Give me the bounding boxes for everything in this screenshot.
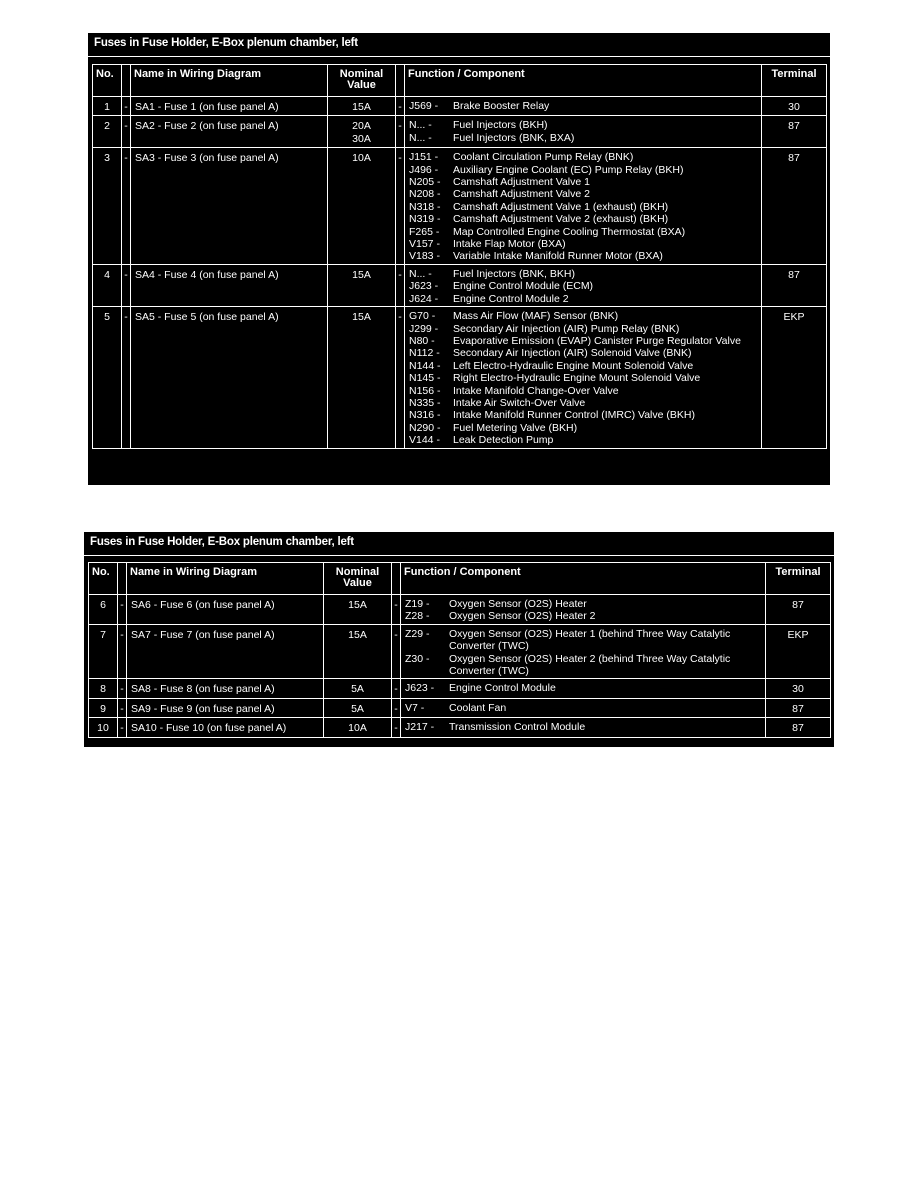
function-component bbox=[401, 595, 766, 625]
component-description: Brake Booster Relay bbox=[453, 100, 550, 112]
wiring-diagram-name: SA8 - Fuse 8 (on fuse panel A) bbox=[127, 679, 324, 698]
component-code: V7 - bbox=[405, 701, 425, 714]
component-description: Secondary Air Injection (AIR) Solenoid Valve (BNK) bbox=[453, 347, 692, 360]
component-description: Fuel Injectors (BNK, BKH) bbox=[453, 267, 575, 280]
header-value: Nominal Value bbox=[328, 65, 396, 97]
fuse-number: 4 bbox=[93, 264, 122, 306]
component-line bbox=[409, 422, 759, 434]
component-line bbox=[409, 132, 759, 144]
nominal-value-line: 15A bbox=[348, 628, 367, 641]
row-dash: - bbox=[396, 307, 405, 448]
nominal-value-line: 10A bbox=[348, 722, 367, 735]
component-code: N... - bbox=[409, 131, 432, 144]
component-code: J299 - bbox=[409, 322, 439, 335]
wiring-diagram-name: SA10 - Fuse 10 (on fuse panel A) bbox=[127, 718, 324, 737]
component-code: Z29 - bbox=[405, 627, 430, 640]
nominal-value-line: 15A bbox=[352, 101, 371, 113]
component-line bbox=[409, 119, 759, 131]
component-line bbox=[409, 347, 759, 359]
header-no: No. bbox=[93, 65, 122, 97]
component-code: N80 - bbox=[409, 334, 435, 347]
component-code: N144 - bbox=[409, 359, 441, 372]
component-code: J623 - bbox=[405, 682, 435, 695]
table-title: Fuses in Fuse Holder, E-Box plenum chamber, left bbox=[90, 536, 354, 548]
row-dash: - bbox=[392, 595, 401, 625]
component-line bbox=[409, 323, 759, 335]
terminal: 87 bbox=[766, 595, 831, 625]
fuse-table bbox=[88, 562, 831, 738]
row-dash: - bbox=[392, 698, 401, 717]
component-line bbox=[409, 360, 759, 372]
wiring-diagram-name: SA9 - Fuse 9 (on fuse panel A) bbox=[127, 698, 324, 717]
component-code: N205 - bbox=[409, 176, 441, 189]
fuse-number: 1 bbox=[93, 97, 122, 116]
wiring-diagram-name: SA7 - Fuse 7 (on fuse panel A) bbox=[127, 624, 324, 679]
header-name: Name in Wiring Diagram bbox=[127, 563, 324, 595]
terminal: 87 bbox=[762, 148, 827, 265]
row-dash: - bbox=[122, 116, 131, 148]
row-dash: - bbox=[396, 264, 405, 306]
fuse-number: 6 bbox=[89, 595, 118, 625]
header-no: No. bbox=[89, 563, 118, 595]
component-line bbox=[409, 280, 759, 292]
component-line bbox=[405, 628, 763, 653]
nominal-value-line: 20A bbox=[352, 120, 371, 133]
fuse-row bbox=[93, 307, 827, 448]
component-line bbox=[409, 310, 759, 322]
component-description: Transmission Control Module bbox=[449, 721, 586, 734]
row-dash: - bbox=[122, 148, 131, 265]
header-spacer bbox=[396, 65, 405, 97]
row-dash: - bbox=[118, 595, 127, 625]
component-description: Variable Intake Manifold Runner Motor (BXA) bbox=[453, 250, 663, 263]
nominal-value-line: 15A bbox=[348, 599, 367, 611]
component-description: Oxygen Sensor (O2S) Heater bbox=[449, 598, 587, 610]
nominal-value bbox=[328, 307, 396, 448]
nominal-value bbox=[328, 148, 396, 265]
component-line bbox=[409, 188, 759, 200]
component-line bbox=[409, 164, 759, 176]
component-description: Right Electro-Hydraulic Engine Mount Solenoid Valve bbox=[453, 372, 701, 385]
fuse-table-body bbox=[89, 595, 831, 738]
component-description: Mass Air Flow (MAF) Sensor (BNK) bbox=[453, 310, 619, 323]
component-line bbox=[409, 372, 759, 384]
row-dash: - bbox=[392, 679, 401, 698]
fuse-number: 2 bbox=[93, 116, 122, 148]
component-code: G70 - bbox=[409, 310, 436, 323]
component-code: J217 - bbox=[405, 721, 435, 734]
component-code: N156 - bbox=[409, 384, 441, 397]
component-code: N145 - bbox=[409, 372, 441, 385]
function-component bbox=[405, 307, 762, 448]
fuse-row bbox=[89, 679, 831, 698]
terminal: 87 bbox=[766, 698, 831, 717]
component-code: V157 - bbox=[409, 238, 440, 251]
component-line bbox=[409, 335, 759, 347]
component-line bbox=[409, 151, 759, 163]
fuse-number: 10 bbox=[89, 718, 118, 737]
row-dash: - bbox=[122, 97, 131, 116]
fuse-number: 7 bbox=[89, 624, 118, 679]
wiring-diagram-name: SA6 - Fuse 6 (on fuse panel A) bbox=[127, 595, 324, 625]
nominal-value bbox=[328, 97, 396, 116]
terminal: 87 bbox=[766, 718, 831, 737]
wiring-diagram-name: SA4 - Fuse 4 (on fuse panel A) bbox=[131, 264, 328, 306]
component-description: Auxiliary Engine Coolant (EC) Pump Relay (BKH) bbox=[453, 163, 684, 176]
component-description: Engine Control Module 2 bbox=[453, 292, 569, 305]
table-title: Fuses in Fuse Holder, E-Box plenum chamber, left bbox=[94, 37, 358, 49]
component-description: Coolant Circulation Pump Relay (BNK) bbox=[453, 151, 634, 164]
component-description: Camshaft Adjustment Valve 2 bbox=[453, 188, 590, 201]
component-code: J569 - bbox=[409, 100, 439, 112]
component-code: Z19 - bbox=[405, 598, 430, 610]
component-line bbox=[405, 702, 763, 714]
component-line bbox=[405, 682, 763, 694]
component-description: Intake Manifold Change-Over Valve bbox=[453, 384, 619, 397]
terminal: 30 bbox=[766, 679, 831, 698]
function-component bbox=[401, 679, 766, 698]
component-code: N208 - bbox=[409, 188, 441, 201]
fuse-row bbox=[89, 595, 831, 625]
fuse-row bbox=[93, 116, 827, 148]
nominal-value bbox=[328, 264, 396, 306]
component-description: Leak Detection Pump bbox=[453, 434, 554, 447]
component-description: Fuel Metering Valve (BKH) bbox=[453, 421, 578, 434]
component-code: Z30 - bbox=[405, 652, 430, 665]
component-line bbox=[409, 201, 759, 213]
wiring-diagram-name: SA2 - Fuse 2 (on fuse panel A) bbox=[131, 116, 328, 148]
fuse-table-body bbox=[93, 97, 827, 449]
component-code: J151 - bbox=[409, 151, 439, 164]
row-dash: - bbox=[396, 116, 405, 148]
function-component bbox=[401, 718, 766, 737]
component-description: Fuel Injectors (BNK, BXA) bbox=[453, 131, 575, 144]
component-code: Z28 - bbox=[405, 610, 430, 623]
component-line bbox=[409, 238, 759, 250]
header-terminal: Terminal bbox=[762, 65, 827, 97]
component-code: J623 - bbox=[409, 280, 439, 293]
component-line bbox=[409, 293, 759, 305]
header-value: Nominal Value bbox=[324, 563, 392, 595]
component-line bbox=[409, 397, 759, 409]
wiring-diagram-name: SA5 - Fuse 5 (on fuse panel A) bbox=[131, 307, 328, 448]
component-line bbox=[405, 598, 763, 610]
component-code: N316 - bbox=[409, 409, 441, 422]
component-line bbox=[409, 434, 759, 446]
component-description: Engine Control Module (ECM) bbox=[453, 280, 594, 293]
nominal-value-line: 15A bbox=[352, 268, 371, 281]
function-component bbox=[405, 116, 762, 148]
fuse-number: 8 bbox=[89, 679, 118, 698]
nominal-value bbox=[328, 116, 396, 148]
title-divider bbox=[88, 56, 830, 57]
component-description: Intake Manifold Runner Control (IMRC) Valve (BKH) bbox=[453, 409, 695, 422]
component-description: Oxygen Sensor (O2S) Heater 2 bbox=[449, 610, 596, 623]
component-code: N319 - bbox=[409, 213, 441, 226]
component-code: N335 - bbox=[409, 396, 441, 409]
fuse-table bbox=[92, 64, 827, 449]
header-spacer bbox=[392, 563, 401, 595]
fuse-row bbox=[89, 698, 831, 717]
terminal: 87 bbox=[762, 116, 827, 148]
function-component bbox=[401, 624, 766, 679]
row-dash: - bbox=[122, 307, 131, 448]
fuse-row bbox=[89, 624, 831, 679]
terminal: 87 bbox=[762, 264, 827, 306]
function-component bbox=[405, 264, 762, 306]
nominal-value bbox=[324, 718, 392, 737]
row-dash: - bbox=[396, 148, 405, 265]
row-dash: - bbox=[392, 624, 401, 679]
title-divider bbox=[84, 555, 834, 556]
component-line bbox=[409, 250, 759, 262]
component-description: Fuel Injectors (BKH) bbox=[453, 119, 548, 132]
fuse-number: 9 bbox=[89, 698, 118, 717]
component-code: N112 - bbox=[409, 347, 440, 360]
component-line bbox=[409, 409, 759, 421]
component-code: N... - bbox=[409, 267, 432, 280]
component-line bbox=[409, 176, 759, 188]
fuse-table-panel-2 bbox=[84, 532, 834, 747]
component-description: Evaporative Emission (EVAP) Canister Purge Regulator Valve bbox=[453, 334, 741, 347]
row-dash: - bbox=[392, 718, 401, 737]
component-line bbox=[409, 100, 759, 112]
header-name: Name in Wiring Diagram bbox=[131, 65, 328, 97]
component-description: Camshaft Adjustment Valve 1 (exhaust) (BKH) bbox=[453, 200, 669, 213]
fuse-row bbox=[93, 264, 827, 306]
component-line bbox=[409, 268, 759, 280]
terminal: EKP bbox=[766, 624, 831, 679]
header-spacer bbox=[122, 65, 131, 97]
component-description: Left Electro-Hydraulic Engine Mount Solenoid Valve bbox=[453, 359, 694, 372]
nominal-value-line: 5A bbox=[351, 702, 364, 715]
row-dash: - bbox=[396, 97, 405, 116]
component-description: Camshaft Adjustment Valve 2 (exhaust) (BKH) bbox=[453, 213, 669, 226]
component-line bbox=[409, 226, 759, 238]
nominal-value bbox=[324, 624, 392, 679]
fuse-table-panel-1 bbox=[88, 33, 830, 485]
nominal-value-line: 15A bbox=[352, 311, 371, 324]
nominal-value bbox=[324, 595, 392, 625]
component-line bbox=[409, 385, 759, 397]
component-description: Coolant Fan bbox=[449, 701, 507, 714]
component-code: V183 - bbox=[409, 250, 440, 263]
fuse-number: 5 bbox=[93, 307, 122, 448]
row-dash: - bbox=[118, 718, 127, 737]
wiring-diagram-name: SA1 - Fuse 1 (on fuse panel A) bbox=[131, 97, 328, 116]
component-description: Intake Air Switch-Over Valve bbox=[453, 396, 586, 409]
fuse-row bbox=[89, 718, 831, 737]
fuse-row bbox=[93, 148, 827, 265]
component-description: Engine Control Module bbox=[449, 682, 556, 695]
function-component bbox=[401, 698, 766, 717]
terminal: EKP bbox=[762, 307, 827, 448]
component-code: J624 - bbox=[409, 292, 439, 305]
component-description: Map Controlled Engine Cooling Thermostat (BXA) bbox=[453, 225, 686, 238]
component-code: N... - bbox=[409, 119, 432, 132]
component-code: F265 - bbox=[409, 225, 440, 238]
nominal-value bbox=[324, 698, 392, 717]
component-description: Secondary Air Injection (AIR) Pump Relay (BNK) bbox=[453, 322, 680, 335]
terminal: 30 bbox=[762, 97, 827, 116]
fuse-number: 3 bbox=[93, 148, 122, 265]
component-code: J496 - bbox=[409, 163, 439, 176]
nominal-value-line: 10A bbox=[352, 152, 371, 165]
component-line bbox=[405, 610, 763, 622]
component-line bbox=[409, 213, 759, 225]
nominal-value-line: 30A bbox=[352, 132, 371, 145]
component-line bbox=[405, 653, 763, 678]
header-spacer bbox=[118, 563, 127, 595]
row-dash: - bbox=[122, 264, 131, 306]
component-description: Oxygen Sensor (O2S) Heater 2 (behind Three Way Catalytic Converter (TWC) bbox=[449, 652, 731, 678]
component-description: Oxygen Sensor (O2S) Heater 1 (behind Three Way Catalytic Converter (TWC) bbox=[449, 627, 731, 653]
header-function: Function / Component bbox=[401, 563, 766, 595]
component-code: N318 - bbox=[409, 200, 441, 213]
header-function: Function / Component bbox=[405, 65, 762, 97]
fuse-row bbox=[93, 97, 827, 116]
wiring-diagram-name: SA3 - Fuse 3 (on fuse panel A) bbox=[131, 148, 328, 265]
component-code: N290 - bbox=[409, 421, 441, 434]
nominal-value bbox=[324, 679, 392, 698]
row-dash: - bbox=[118, 679, 127, 698]
header-terminal: Terminal bbox=[766, 563, 831, 595]
component-description: Camshaft Adjustment Valve 1 bbox=[453, 176, 590, 189]
nominal-value-line: 5A bbox=[351, 683, 364, 696]
component-description: Intake Flap Motor (BXA) bbox=[453, 238, 566, 251]
component-code: V144 - bbox=[409, 434, 440, 447]
function-component bbox=[405, 97, 762, 116]
function-component bbox=[405, 148, 762, 265]
row-dash: - bbox=[118, 624, 127, 679]
component-line bbox=[405, 721, 763, 733]
row-dash: - bbox=[118, 698, 127, 717]
